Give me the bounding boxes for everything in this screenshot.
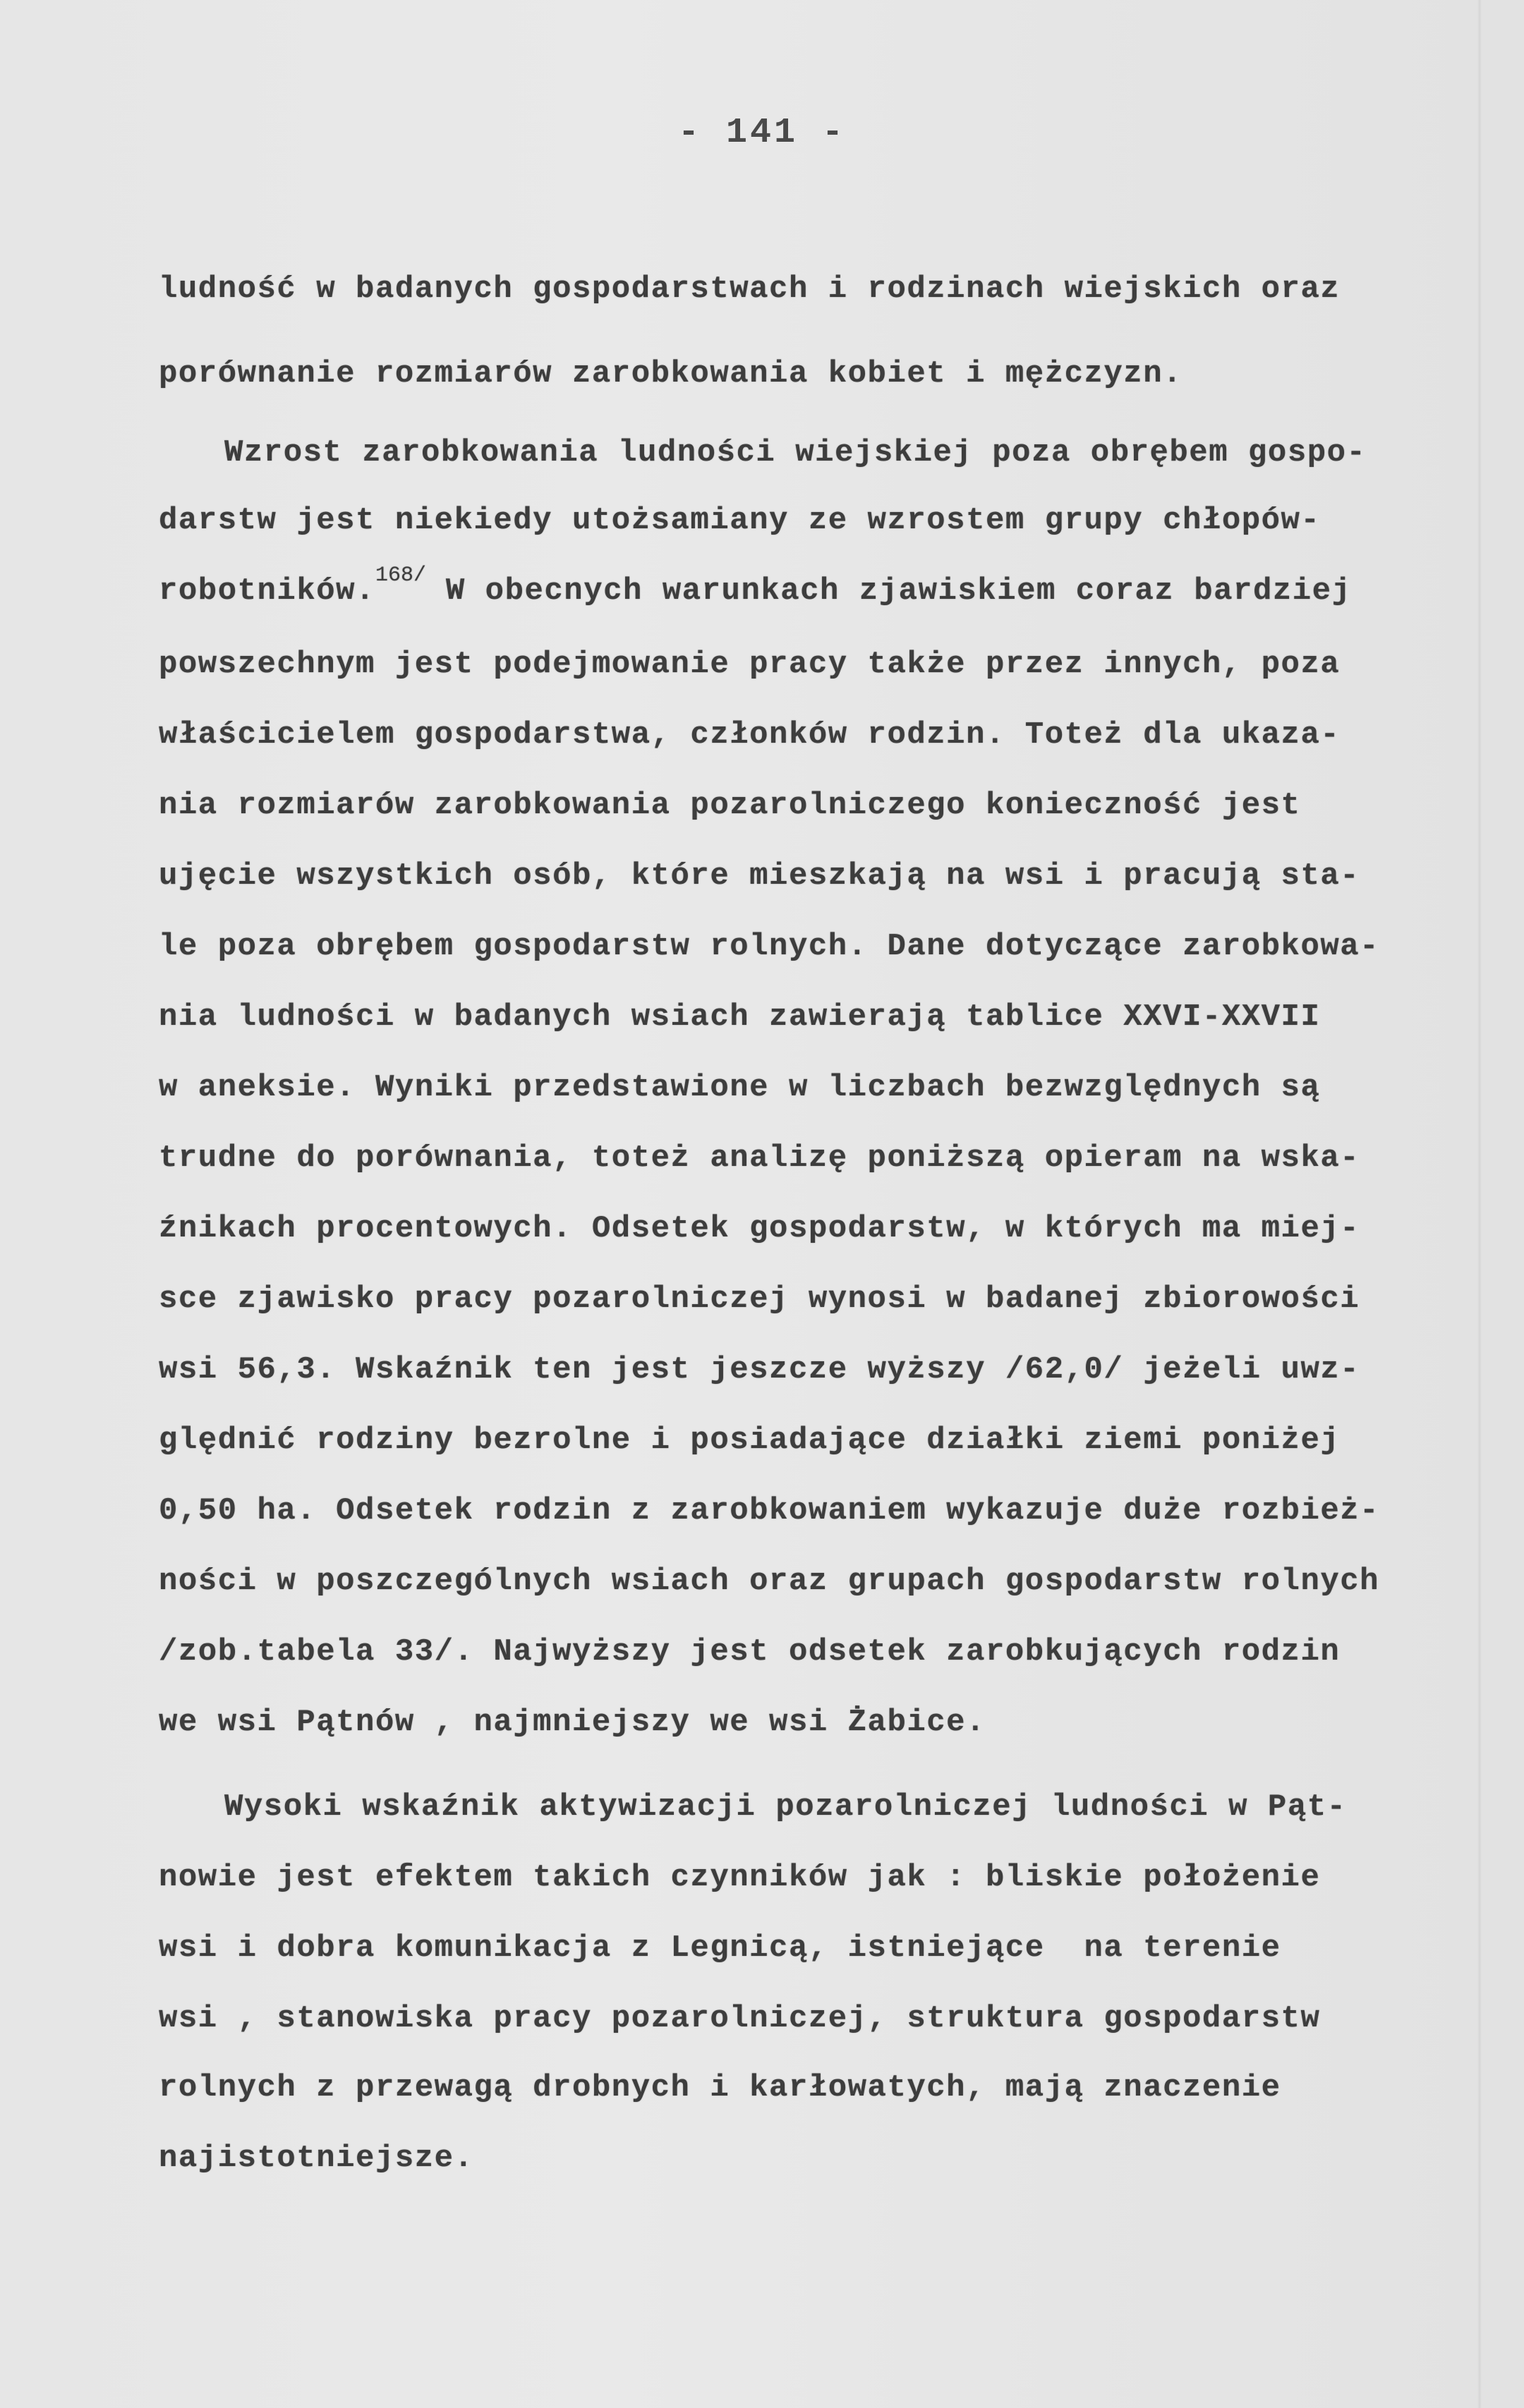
text-line: nia rozmiarów zarobkowania pozarolniczego konieczność jest bbox=[159, 788, 1301, 823]
text-line: darstw jest niekiedy utożsamiany ze wzrostem grupy chłopów- bbox=[159, 503, 1321, 538]
text-line: wsi , stanowiska pracy pozarolniczej, struktura gospodarstw bbox=[159, 2001, 1321, 2036]
text-line: ględnić rodziny bezrolne i posiadające działki ziemi poniżej bbox=[159, 1423, 1341, 1458]
text-line: sce zjawisko pracy pozarolniczej wynosi w badanej zbiorowości bbox=[159, 1282, 1360, 1317]
text-line: we wsi Pątnów , najmniejszy we wsi Żabice. bbox=[159, 1705, 986, 1740]
text-line: 0,50 ha. Odsetek rodzin z zarobkowaniem wykazuje duże rozbież- bbox=[159, 1493, 1380, 1528]
text-line: ności w poszczególnych wsiach oraz grupach gospodarstw rolnych bbox=[159, 1564, 1380, 1599]
page-number: - 141 - bbox=[677, 113, 847, 153]
text-line-with-footnote bbox=[159, 564, 1352, 615]
text-line: /zob.tabela 33/. Najwyższy jest odsetek zarobkujących rodzin bbox=[159, 1634, 1341, 1670]
text-line: le poza obrębem gospodarstw rolnych. Dane dotyczące zarobkowa- bbox=[159, 929, 1380, 964]
text-line: wsi i dobra komunikacja z Legnicą, istniejące na terenie bbox=[159, 1930, 1281, 1966]
page-edge-shadow bbox=[1477, 0, 1482, 2408]
text-line: w aneksie. Wyniki przedstawione w liczbach bezwzględnych są bbox=[159, 1070, 1321, 1105]
text-segment: W obecnych warunkach zjawiskiem coraz bardziej bbox=[425, 573, 1352, 609]
text-segment: robotników. bbox=[159, 573, 375, 609]
text-line: porównanie rozmiarów zarobkowania kobiet i mężczyzn. bbox=[159, 356, 1183, 391]
text-line: ujęcie wszystkich osób, które mieszkają na wsi i pracują sta- bbox=[159, 858, 1360, 894]
text-line: najistotniejsze. bbox=[159, 2141, 474, 2176]
text-line: ludność w badanych gospodarstwach i rodzinach wiejskich oraz bbox=[159, 272, 1341, 307]
text-line: nowie jest efektem takich czynników jak : bliskie położenie bbox=[159, 1860, 1321, 1895]
paragraph-first-line: Wzrost zarobkowania ludności wiejskiej poza obrębem gospo- bbox=[224, 435, 1367, 470]
text-line: powszechnym jest podejmowanie pracy także przez innych, poza bbox=[159, 647, 1341, 682]
text-line: nia ludności w badanych wsiach zawierają tablice XXVI-XXVII bbox=[159, 999, 1321, 1035]
text-line: trudne do porównania, toteż analizę poniższą opieram na wska- bbox=[159, 1141, 1360, 1176]
text-line: rolnych z przewagą drobnych i karłowatych, mają znaczenie bbox=[159, 2070, 1281, 2105]
footnote-marker: 168/ bbox=[375, 564, 426, 588]
text-line: wsi 56,3. Wskaźnik ten jest jeszcze wyższy /62,0/ jeżeli uwz- bbox=[159, 1352, 1360, 1387]
text-line: właścicielem gospodarstwa, członków rodzin. Toteż dla ukaza- bbox=[159, 717, 1341, 753]
paragraph-first-line: Wysoki wskaźnik aktywizacji pozarolniczej ludności w Pąt- bbox=[224, 1789, 1347, 1825]
text-line: źnikach procentowych. Odsetek gospodarstw, w których ma miej- bbox=[159, 1211, 1360, 1246]
